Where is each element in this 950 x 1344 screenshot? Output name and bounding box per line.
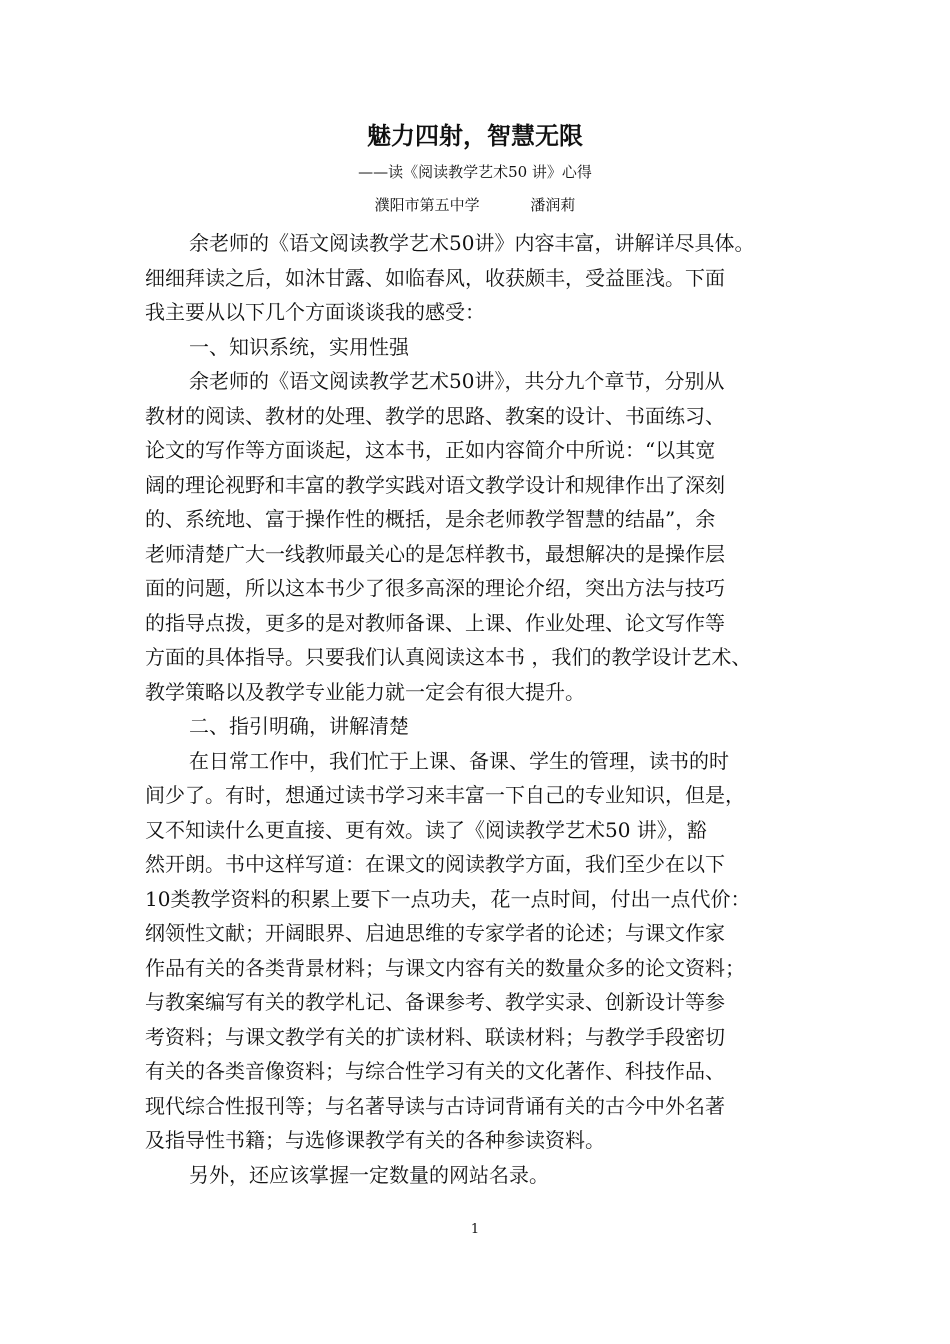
body-line: 方面的具体指导。只要我们认真阅读这本书 ，我们的教学设计艺术、 bbox=[145, 645, 752, 669]
body-line: 作品有关的各类背景材料；与课文内容有关的数量众多的论文资料； bbox=[145, 955, 745, 980]
document-title: 魅力四射，智慧无限 bbox=[367, 122, 583, 150]
body-line: 细细拜读之后，如沐甘露、如临春风，收获颇丰，受益匪浅。下面 bbox=[145, 265, 725, 290]
document-subtitle: ——读《阅读教学艺术50 讲》心得 bbox=[358, 163, 592, 181]
body-line: 有关的各类音像资料；与综合性学习有关的文化著作、科技作品、 bbox=[145, 1059, 725, 1083]
body-line: 阔的理论视野和丰富的教学实践对语文教学设计和规律作出了深刻 bbox=[145, 472, 725, 497]
body-line: 老师清楚广大一线教师最关心的是怎样教书，最想解决的是操作层 bbox=[145, 541, 725, 566]
body-line: 我主要从以下几个方面谈谈我的感受： bbox=[145, 300, 485, 324]
section-heading: 二、指引明确，讲解清楚 bbox=[189, 714, 409, 738]
body-line: 教学策略以及教学专业能力就一定会有很大提升。 bbox=[145, 679, 585, 704]
section-heading: 一、知识系统，实用性强 bbox=[189, 334, 409, 359]
body-line: 教材的阅读、教材的处理、教学的思路、教案的设计、书面练习、 bbox=[145, 403, 725, 428]
body-line: 然开朗。书中这样写道：在课文的阅读教学方面，我们至少在以下 bbox=[145, 852, 725, 876]
body-line: 与教案编写有关的教学札记、备课参考、教学实录、创新设计等参 bbox=[145, 990, 725, 1014]
body-line: 的指导点拨，更多的是对教师备课、上课、作业处理、论文写作等 bbox=[145, 610, 725, 635]
page-number: 1 bbox=[470, 1222, 480, 1237]
body-line: 间少了。有时，想通过读书学习来丰富一下自己的专业知识，但是， bbox=[145, 783, 745, 807]
document-body bbox=[145, 226, 825, 1192]
author-line bbox=[0, 194, 950, 216]
body-line: 面的问题，所以这本书少了很多高深的理论介绍，突出方法与技巧 bbox=[145, 576, 725, 600]
body-line: 余老师的《语文阅读教学艺术50讲》内容丰富，讲解详尽具体。 bbox=[189, 231, 755, 255]
body-line: 及指导性书籍；与选修课教学有关的各种参读资料。 bbox=[145, 1128, 605, 1152]
body-line: 又不知读什么更直接、更有效。读了《阅读教学艺术50 讲》，豁 bbox=[145, 817, 707, 842]
body-line: 纲领性文献；开阔眼界、启迪思维的专家学者的论述；与课文作家 bbox=[145, 921, 725, 945]
author-name: 潘润莉 bbox=[530, 196, 576, 214]
body-line: 考资料；与课文教学有关的扩读材料、联读材料；与教学手段密切 bbox=[145, 1024, 725, 1049]
body-line: 的、系统地、富于操作性的概括，是余老师教学智慧的结晶”，余 bbox=[145, 507, 716, 531]
body-line: 余老师的《语文阅读教学艺术50讲》，共分九个章节，分别从 bbox=[189, 369, 725, 393]
body-line: 10类教学资料的积累上要下一点功夫，花一点时间，付出一点代价： bbox=[145, 886, 751, 911]
author-school: 濮阳市第五中学 bbox=[374, 196, 480, 214]
body-line: 论文的写作等方面谈起，这本书，正如内容简介中所说：“以其宽 bbox=[145, 438, 716, 462]
body-line: 另外，还应该掌握一定数量的网站名录。 bbox=[189, 1162, 549, 1187]
body-line: 现代综合性报刊等；与名著导读与古诗词背诵有关的古今中外名著 bbox=[145, 1093, 725, 1118]
body-line: 在日常工作中，我们忙于上课、备课、学生的管理，读书的时 bbox=[189, 748, 729, 773]
